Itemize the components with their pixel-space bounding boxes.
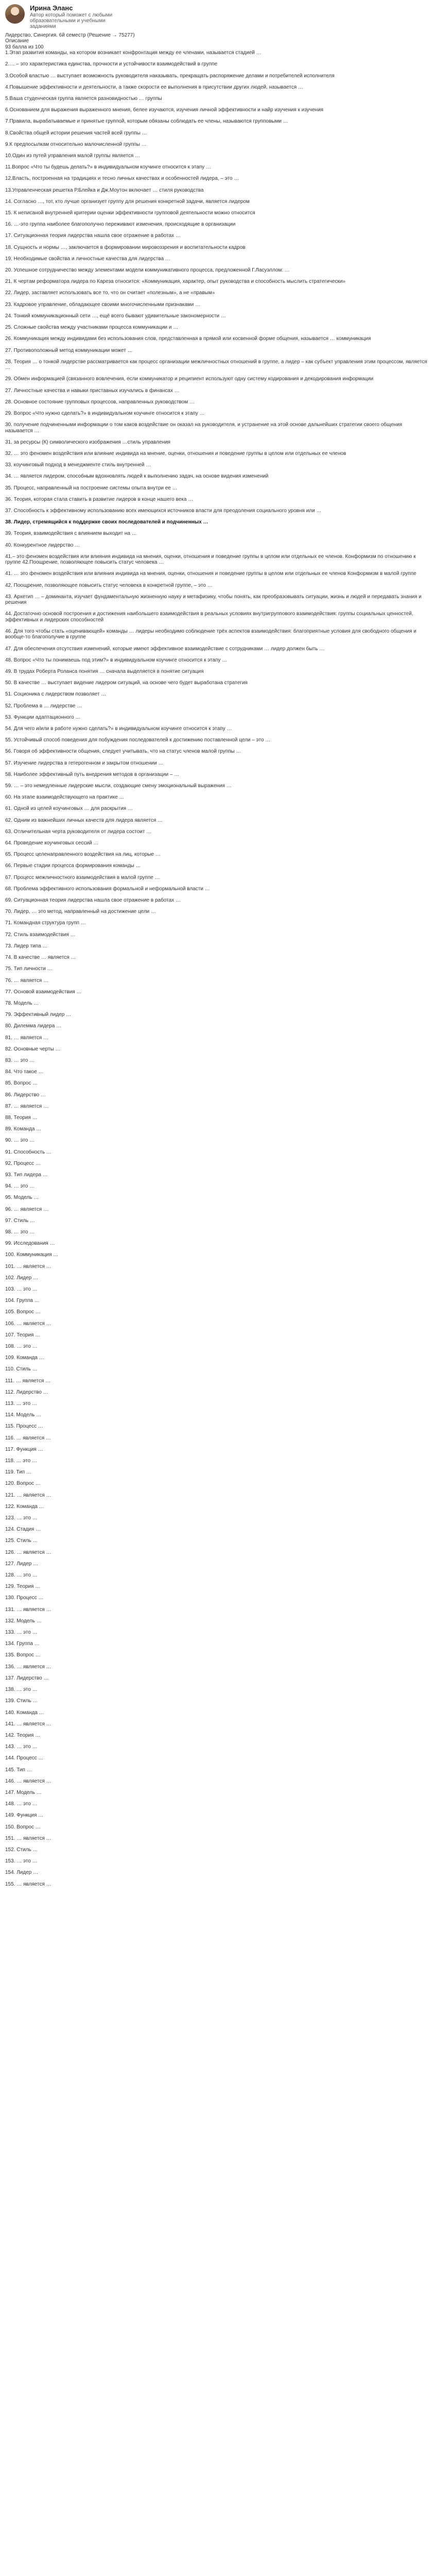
- question-item: 126. … является …: [5, 1549, 51, 1555]
- question-item: 95. Модель …: [5, 1195, 39, 1201]
- question-item: 103. … это …: [5, 1286, 38, 1292]
- question-item: 116. … является …: [5, 1435, 51, 1441]
- question-item: 134. Группа …: [5, 1641, 40, 1647]
- question-item: 96. … является …: [5, 1206, 49, 1212]
- question-item: 25. Сложные свойства между участниками процесса коммуникации и …: [5, 325, 179, 331]
- question-item: 113. … это …: [5, 1401, 37, 1407]
- question-item: 117. Функция …: [5, 1446, 43, 1452]
- question-item: 108. … это …: [5, 1344, 38, 1349]
- question-item: 121. … является …: [5, 1492, 51, 1498]
- question-item: 120. Вопрос …: [5, 1481, 41, 1487]
- question-item: 7.Правила, вырабатываемые и принятые группой, которым обязаны соблюдать ее члены, называются групповыми …: [5, 118, 288, 125]
- question-item: 11.Вопрос «Что ты будешь делать?» в индивидуальном коучинге относится к этапу …: [5, 164, 211, 171]
- question-item: 8.Свойства общей истории решения частей всей группы …: [5, 130, 147, 136]
- question-item: 135. Вопрос …: [5, 1652, 41, 1658]
- question-item: 98. … это …: [5, 1229, 35, 1235]
- question-item: 104. Группа …: [5, 1298, 40, 1304]
- question-item: 51. Соционика с лидерством позволяет …: [5, 691, 107, 698]
- question-item: 69. Ситуационная теория лидерства нашла свое отражение в работах …: [5, 897, 181, 904]
- question-item: 49. В трудах Роберта Роланса понятия … сначала выделяется в понятие ситуация: [5, 669, 204, 675]
- question-item: 4.Повышение эффективности и деятельности, а также скорости ее выполнения в присутствии других людей, называется …: [5, 84, 304, 90]
- question-item: 133. … это …: [5, 1630, 38, 1636]
- question-item: 143. … это …: [5, 1744, 38, 1750]
- question-item: 14. Согласно …, тот, кто лучше организует группу для решения конкретной задачи, является лидером: [5, 198, 250, 205]
- question-item: 58. Наиболее эффективный путь внедрения методов в организации – …: [5, 771, 180, 777]
- question-item: 99. Исследования …: [5, 1241, 55, 1247]
- question-item: 75. Тип личности …: [5, 966, 53, 972]
- question-item: 41.– это феномен воздействия или влияния индивида на мнения, оценки, отношения и поведение группы в целом или отдельных ее членов. Конформизм по отношению к группе 42.Поощрение, позволяющее повысить статус человека …: [5, 553, 416, 566]
- question-item: 107. Теория …: [5, 1332, 41, 1338]
- question-item: 81. … является …: [5, 1035, 49, 1041]
- question-item: 123. … это …: [5, 1515, 38, 1521]
- question-item: 24. Тонкий коммуникационный сети …, ещё всего бывают удивительные закономерности …: [5, 313, 226, 319]
- question-item: 131. … является …: [5, 1606, 51, 1613]
- question-item: 153. … это …: [5, 1858, 38, 1865]
- question-item: 27. Личностные качества и навыки приставных изучались в финансах …: [5, 387, 180, 394]
- question-item: 79. Эффективный лидер …: [5, 1012, 72, 1018]
- score-line: 93 балла из 100: [5, 44, 44, 50]
- question-item: 26. Коммуникация между индивидами без использования слов, представленная в прямой или косвенной форме общения, называется … коммуникация: [5, 336, 371, 342]
- question-item: 77. Основой взаимодействия …: [5, 989, 82, 995]
- question-item: 145. Тип …: [5, 1767, 32, 1773]
- question-item: 78. Модель …: [5, 1000, 39, 1006]
- question-item: 41. … это феномен воздействия или влияния индивида на мнения, оценки, отношения и поведение группы в целом или отдельных ее членов Конформизм в малой группе: [5, 571, 416, 577]
- question-item: 40. Конкурентное лидерство …: [5, 542, 80, 548]
- question-item: 112. Лидерство …: [5, 1389, 48, 1395]
- question-item: 84. Что такое …: [5, 1069, 44, 1075]
- question-item: 80. Дилемма лидера …: [5, 1023, 62, 1029]
- question-item: 102. Лидер …: [5, 1275, 39, 1281]
- avatar[interactable]: [5, 4, 25, 24]
- question-item: 19. Необходимые свойства и личностные качества для лидерства …: [5, 256, 170, 262]
- question-item: 34. … является лидером, способным вдохновлять людей к выполнению задач, на основе видения изменений: [5, 473, 269, 480]
- question-item: 42. Поощрение, позволяющее повысить статус человека в конкретной группе, – это …: [5, 582, 213, 588]
- question-item: 89. Команда …: [5, 1126, 42, 1132]
- question-item: 141. … является …: [5, 1721, 51, 1727]
- question-item: 87. … является …: [5, 1103, 49, 1109]
- question-item: 137. Лидерство …: [5, 1675, 49, 1681]
- question-item: 83. … это …: [5, 1057, 35, 1063]
- question-item: 94. … это …: [5, 1183, 35, 1190]
- question-item: 140. Команда …: [5, 1709, 44, 1716]
- question-item: 154. Лидер …: [5, 1870, 39, 1876]
- document-body: [0, 32, 436, 1887]
- question-item: 128. … это …: [5, 1572, 38, 1579]
- question-item: 90. … это …: [5, 1138, 35, 1144]
- question-item: 92. Процесс …: [5, 1160, 41, 1166]
- question-item: 50. В качестве … выступает видение лидером ситуаций, на основе чего будет выработана стратегия: [5, 680, 248, 686]
- question-item: 59. … – это немедленные лидерские мысли, создающие смену эмоциональный выражения …: [5, 783, 232, 789]
- question-item: 68. Проблема эффективного использования формальной и неформальной власти …: [5, 886, 210, 892]
- question-item: 66. Первые стадии процесса формирования команды …: [5, 863, 141, 869]
- question-item: 28. Основное состояние групповых процессов, направленных руководством …: [5, 399, 195, 405]
- question-item: 28. Теория … о тонкой лидерстве рассматривается как процесс организации межличностных отношений в группе, а лидер – как субъект управления этим процессом, является …: [5, 359, 427, 371]
- question-item: 47. Для обеспечения отсутствия изменений, которые имеют эффективное взаимодействие с сотрудниками … лидер должен быть …: [5, 646, 325, 652]
- question-item: 37. Способность к эффективному использованию всех имеющихся источников власти для преодоления социального уровня или …: [5, 507, 322, 514]
- author-info: [30, 4, 115, 29]
- question-item: 64. Проведение коучинговых сессий …: [5, 840, 99, 846]
- question-item: 139. Стиль …: [5, 1698, 38, 1704]
- author-description: Автор который поможет с любыми образовательными и учебными заданиями: [30, 12, 113, 29]
- question-item: 53. Функции адаптационного …: [5, 714, 81, 720]
- question-item: 70. Лидер, … это метод, направленный на достижение цели …: [5, 909, 156, 915]
- question-item: 57. Изучение лидерства в гетерогенном и закрытом отношении …: [5, 760, 164, 766]
- question-item: 54. Для чего и/или в работе нужно сделать?» в индивидуальном коучинге относится к этапу …: [5, 726, 232, 732]
- question-item: 146. … является …: [5, 1778, 51, 1784]
- question-item: 155. … является …: [5, 1881, 51, 1887]
- question-item: 129. Теория …: [5, 1584, 41, 1590]
- question-item: 23. Кадровое управление, обладающее своими многочисленными признаками …: [5, 301, 201, 308]
- question-item: 138. … это …: [5, 1687, 38, 1693]
- question-item: 38. Лидер, стремящийся к поддержке своих последователей и подчиненных …: [5, 519, 208, 526]
- question-item: 5.Ваша студенческая группа является разновидностью … группы: [5, 96, 162, 102]
- question-item: 63. Отличительная черта руководителя от лидера состоит …: [5, 828, 152, 835]
- question-item: 136. … является …: [5, 1664, 51, 1670]
- question-item: 144. Процесс …: [5, 1755, 44, 1761]
- question-item: 149. Функция …: [5, 1812, 44, 1819]
- question-item: 10.Один из путей управления малой группы является …: [5, 153, 141, 159]
- question-item: 52. Проблема в … лидерстве …: [5, 703, 82, 709]
- question-item: 111. … является …: [5, 1378, 51, 1384]
- question-item: 21. К чертам реформатора лидера по Кареза относится: «Коммуникация, характер, опыт руководства и способность мыслить стратегически»: [5, 279, 345, 285]
- question-item: 31. за ресурсы (К) символического изображения …стиль управления: [5, 439, 170, 445]
- description-label: Описание: [5, 38, 29, 44]
- question-item: 2.… – это характеристика единства, прочности и устойчивости взаимодействий в группе: [5, 61, 218, 67]
- question-item: 33. коучинговый подход в менеджменте стиль внутренней …: [5, 462, 151, 468]
- question-item: 3.Особой властью … выступает возможность руководителя наказывать, прекращать распоряжение делами и потребителей исполнителя: [5, 73, 335, 79]
- question-item: 152. Стиль …: [5, 1846, 38, 1853]
- question-item: 124. Стадия …: [5, 1527, 41, 1533]
- question-item: 29. Обмен информацией (связанного вовлечения, если коммуникатор и реципиент используют одну систему кодирования и декодирования информации: [5, 376, 374, 382]
- question-item: 82. Основные черты …: [5, 1046, 61, 1052]
- question-item: 151. … является …: [5, 1835, 51, 1841]
- question-item: 76. … является …: [5, 977, 49, 984]
- question-item: 55. Устойчивый способ поведения для побуждения последователей к достижению поставленной цели – это …: [5, 737, 271, 743]
- question-item: 32. … это феномен воздействия или влияние индивида на мнение, оценки, отношения и поведение группы в целом или отдельных ее членов: [5, 450, 346, 456]
- question-item: 148. … это …: [5, 1801, 38, 1807]
- question-item: 44. Достаточно основой построения и достижения наибольшего взаимодействия в реальных условиях внутригруппового взаимодействия: группы социальных ценностей, эффективных и лидерских способностей: [5, 611, 413, 623]
- question-item: 35. Процесс, направленный на построение системы опыта внутри ее …: [5, 485, 178, 491]
- question-item: 110. Стиль …: [5, 1366, 38, 1372]
- question-item: 142. Теория …: [5, 1732, 41, 1738]
- question-item: 91. Способность …: [5, 1149, 51, 1155]
- question-item: 65. Процесс целенаправленного воздействия на лиц, которые …: [5, 852, 161, 858]
- question-item: 36. Теория, которая стала ставить в развитие лидеров в конце нашего века …: [5, 496, 194, 502]
- question-item: 43. Архетип … – доминанта, изучает фундаментальную жизненную науку и метафизику, чтобы понять, как преобразовывать ситуации, жизнь и людей и передавать знания и решения: [5, 594, 422, 606]
- question-list: [5, 50, 431, 1887]
- question-item: 85. Вопрос …: [5, 1080, 38, 1087]
- question-item: 56. Говоря об эффективности общения, следует учитывать, что на статус членов малой группы …: [5, 749, 241, 755]
- question-item: 46. Для того чтобы стать «оценивающей» команды … лидеры необходимо соблюдение трёх аспектов взаимодействия: благоприятные условия для свободного общения и вообще-то благополучие в группе: [5, 629, 416, 640]
- question-item: 101. … является …: [5, 1263, 51, 1269]
- question-item: 9.К предпосылкам относительно малочисленной группы …: [5, 141, 147, 147]
- question-item: 16. …‑это группа наиболее благополучно переживают изменения, происходящие в организации: [5, 222, 236, 228]
- document-title: Лидерство, Синергия. 6й семестр (Решение → 75277): [5, 32, 135, 38]
- question-item: 130. Процесс …: [5, 1595, 44, 1601]
- question-item: 97. Стиль …: [5, 1217, 35, 1224]
- question-item: 6.Основанием для выражения выраженного мнения, белее изучаются, изучения личной эффективности и найр изучения к изучения: [5, 107, 324, 113]
- question-item: 105. Вопрос …: [5, 1309, 41, 1315]
- question-item: 109. Команда …: [5, 1355, 44, 1361]
- question-item: 72. Стиль взаимодействия …: [5, 931, 76, 938]
- question-item: 60. На этапе взаимодействующего на практике …: [5, 794, 125, 801]
- question-item: 39. Теория, взаимодействия с влиянием выходит на …: [5, 531, 137, 537]
- question-item: 1.Этап развития команды, на котором возникает конфронтация между ее членами, называется стадией …: [5, 50, 261, 56]
- question-item: 86. Лидерство …: [5, 1092, 46, 1098]
- question-item: 20. Успешное сотрудничество между элементами модели коммуникативного процесса, предложенной Г.Ласуэллом: …: [5, 267, 290, 274]
- question-item: 114. Модель …: [5, 1412, 42, 1418]
- question-item: 30. получение подчиненными информации о том каков воздействие он оказал на руководителя, и устранение на этой основе дальнейших стратегии своего общения называется …: [5, 422, 403, 434]
- question-item: 118. … это …: [5, 1458, 37, 1464]
- question-item: 119. Тип …: [5, 1469, 31, 1476]
- question-item: 115. Процесс …: [5, 1423, 43, 1430]
- question-item: 147. Модель …: [5, 1789, 42, 1795]
- author-name[interactable]: Ирина Эланс: [30, 4, 73, 12]
- question-item: 74. В качестве … является …: [5, 955, 76, 961]
- author-header: [0, 0, 436, 32]
- question-item: 61. Одной из целей коучинговых … для раскрытия …: [5, 806, 133, 812]
- question-item: 73. Лидер типа …: [5, 943, 48, 949]
- question-item: 12.Власть, построенная на традициях и тесно личных качествах и особенностей лидера, – это …: [5, 176, 239, 182]
- question-item: 93. Тип лидера …: [5, 1172, 48, 1178]
- question-item: 88. Теория …: [5, 1114, 38, 1121]
- question-item: 71. Командная структура групп …: [5, 920, 86, 926]
- question-item: 48. Вопрос «Что ты понимаешь под этим?» в индивидуальном коучинге относится к этапу …: [5, 657, 228, 663]
- question-item: 22. Лидер, заставляет использовать все то, что он считает «полезным», а не «правым»: [5, 290, 215, 296]
- question-item: 62. Одним из важнейших личных качеств для лидера является …: [5, 817, 163, 823]
- question-item: 106. … является …: [5, 1320, 51, 1327]
- question-item: 150. Вопрос …: [5, 1824, 41, 1830]
- question-item: 18. Сущность и нормы …, заключается в формировании мировоззрения и воспитательности кадров: [5, 244, 246, 250]
- question-item: 27. Противоположный метод коммуникации может …: [5, 347, 133, 353]
- question-item: 67. Процесс межличностного взаимодействия в малой группе …: [5, 874, 160, 880]
- question-item: 13.Управленческая решетка Р.Блейка и Дж.Моутон включает … стиля руководства: [5, 187, 204, 193]
- question-item: 17. Ситуационная теория лидерства нашла свое отражение в работах …: [5, 233, 181, 239]
- question-item: 127. Лидер …: [5, 1561, 39, 1567]
- question-item: 29. Вопрос «Что нужно сделать?» в индивидуальном коучинге относится к этапу …: [5, 410, 205, 416]
- question-item: 100. Коммуникация …: [5, 1252, 59, 1258]
- question-item: 132. Модель …: [5, 1618, 42, 1624]
- question-item: 15. К неписаной внутренней критерии оценки эффективности групповой деятельности можно относится: [5, 210, 255, 216]
- question-item: 122. Команда …: [5, 1503, 44, 1510]
- question-item: 125. Стиль …: [5, 1538, 38, 1544]
